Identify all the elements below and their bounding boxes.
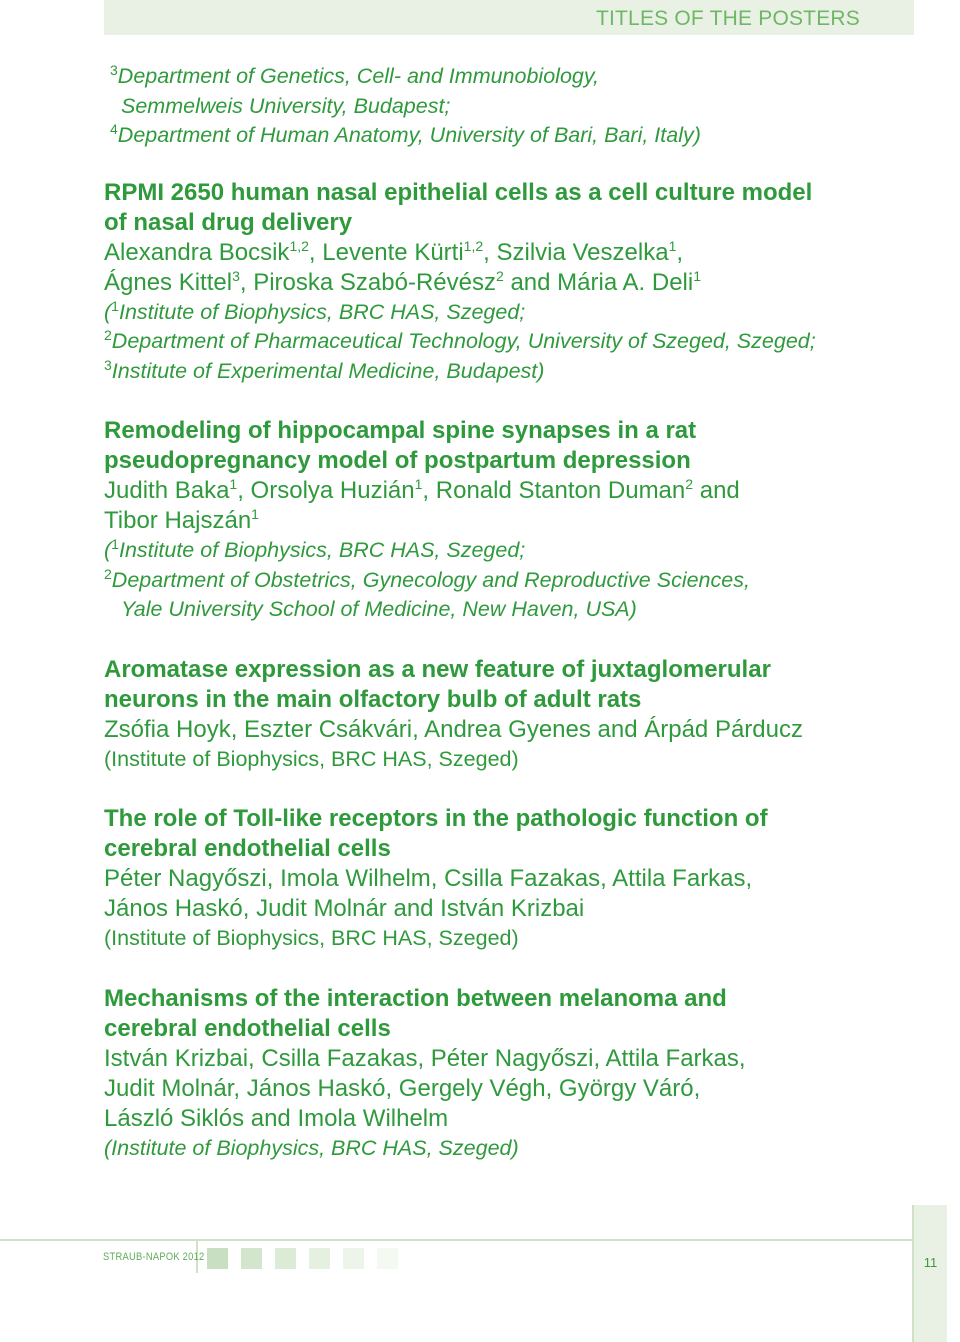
poster-affiliation: $^2$Department of Obstetrics, Gynecology and Reproductive Sciences, [104, 565, 750, 592]
poster-authors: István Krizbai, Csilla Fazakas, Péter Nagyőszi, Attila Farkas, [104, 1044, 746, 1072]
poster-authors: Judith Baka$^1$, Orsolya Huzián$^1$, Ronald Stanton Duman$^2$ and [104, 476, 740, 504]
decorative-square [241, 1248, 262, 1269]
decorative-square [275, 1248, 296, 1269]
decorative-square [207, 1248, 228, 1269]
poster-title: of nasal drug delivery [104, 208, 353, 236]
footer-label: STRAUB-NAPOK 2012 [103, 1251, 205, 1263]
poster-title: cerebral endothelial cells [104, 1014, 391, 1042]
poster-affiliation: $^3$Institute of Experimental Medicine, Budapest) [104, 356, 545, 383]
poster-authors: János Haskó, Judit Molnár and István Krizbai [104, 895, 585, 922]
poster-authors: Alexandra Bocsik$^{1,2}$, Levente Kürti$^{1,2}$, Szilvia Veszelka$^1$, [104, 237, 684, 266]
continued-affiliations [104, 62, 914, 151]
poster-title: The role of Toll-like receptors in the pathologic function of [104, 805, 768, 832]
poster-title: cerebral endothelial cells [104, 835, 391, 862]
affiliation-line: Semmelweis University, Budapest; [121, 93, 451, 118]
poster-entry [104, 655, 914, 775]
poster-affiliation: ($^1$Institute of Biophysics, BRC HAS, Szeged; [104, 536, 526, 562]
poster-affiliation: Yale University School of Medicine, New Haven, USA) [121, 597, 637, 621]
poster-entry [104, 416, 914, 625]
decorative-square [377, 1248, 398, 1269]
poster-authors: Judit Molnár, János Haskó, Gergely Végh, György Váró, [104, 1074, 701, 1102]
poster-entry [104, 178, 914, 387]
footer-decorative-squares [207, 1248, 398, 1269]
affiliation-line: $^4$Department of Human Anatomy, University of Bari, Bari, Italy) [110, 121, 701, 147]
poster-authors: Tibor Hajszán$^1$ [104, 506, 259, 534]
poster-title: pseudopregnancy model of postpartum depression [104, 447, 691, 474]
decorative-square [343, 1248, 364, 1269]
poster-affiliation: $^2$Department of Pharmaceutical Technology, University of Szeged, Szeged; [104, 327, 816, 353]
footer-rule [0, 1239, 912, 1241]
poster-title: RPMI 2650 human nasal epithelial cells as a cell culture model [104, 178, 813, 206]
poster-affiliation: (Institute of Biophysics, BRC HAS, Szeged) [104, 1135, 519, 1160]
header-band [104, 0, 914, 35]
poster-title: Remodeling of hippocampal spine synapses in a rat [104, 417, 697, 444]
page-number: 11 [923, 1255, 938, 1270]
poster-authors: Zsófia Hoyk, Eszter Csákvári, Andrea Gyenes and Árpád Párducz [104, 715, 803, 743]
poster-affiliation: ($^1$Institute of Biophysics, BRC HAS, Szeged; [104, 297, 526, 324]
poster-titles-list [104, 62, 914, 1163]
poster-affiliation: (Institute of Biophysics, BRC HAS, Szeged) [104, 926, 519, 950]
poster-entry [104, 804, 914, 954]
poster-entry [104, 984, 914, 1164]
poster-title: neurons in the main olfactory bulb of adult rats [104, 685, 642, 713]
section-title: TITLES OF THE POSTERS [595, 7, 860, 30]
decorative-square [309, 1248, 330, 1269]
page-number-strip [914, 1205, 947, 1342]
poster-authors: László Siklós and Imola Wilhelm [104, 1104, 449, 1132]
poster-authors: Ágnes Kittel$^3$, Piroska Szabó-Révész$^2$ and Mária A. Deli$^1$ [104, 267, 701, 296]
poster-authors: Péter Nagyőszi, Imola Wilhelm, Csilla Fazakas, Attila Farkas, [104, 865, 753, 892]
poster-title: Aromatase expression as a new feature of juxtaglomerular [104, 655, 771, 683]
affiliation-line: $^3$Department of Genetics, Cell- and Immunobiology, [110, 62, 599, 88]
poster-affiliation: (Institute of Biophysics, BRC HAS, Szeged) [104, 746, 519, 771]
poster-title: Mechanisms of the interaction between melanoma and [104, 984, 727, 1012]
